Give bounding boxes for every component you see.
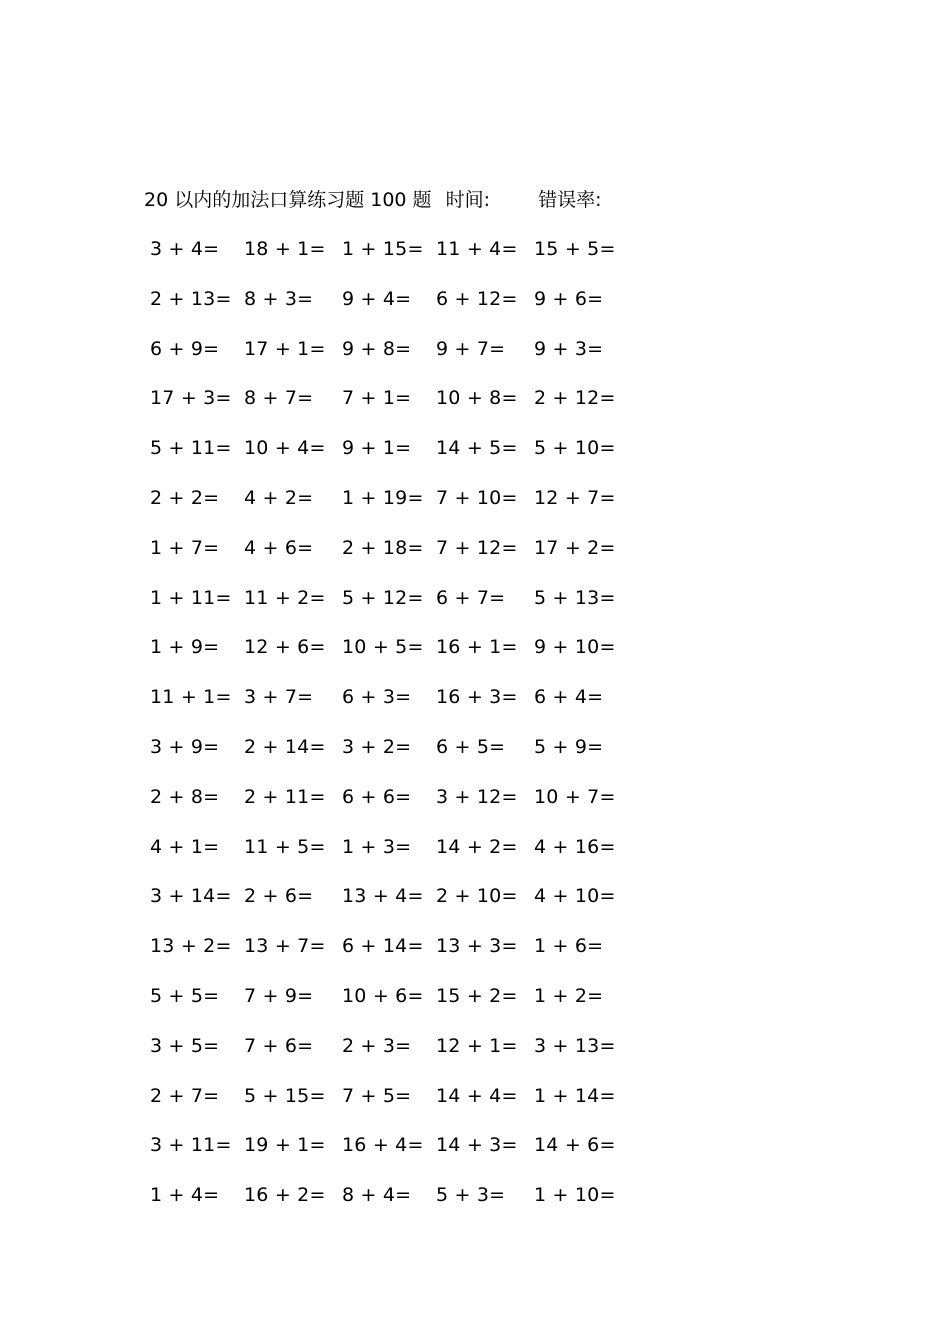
problem-row — [144, 980, 644, 1030]
problem-item: 1 + 15= — [342, 238, 424, 260]
problem-item: 6 + 7= — [436, 586, 506, 609]
problem-item: 1 + 11= — [150, 586, 232, 609]
problem-item: 16 + 4= — [342, 1134, 424, 1157]
problem-item: 3 + 13= — [534, 1034, 616, 1057]
problem-item: 8 + 4= — [342, 1184, 412, 1207]
problem-item: 2 + 14= — [244, 735, 326, 758]
problem-item: 1 + 4= — [150, 1184, 220, 1207]
problem-item: 6 + 5= — [436, 735, 506, 758]
problem-item: 7 + 1= — [342, 387, 412, 410]
problem-item: 1 + 6= — [534, 935, 604, 958]
problem-item: 6 + 4= — [534, 686, 604, 709]
problem-item: 3 + 12= — [436, 785, 518, 808]
problem-item: 14 + 5= — [436, 437, 518, 460]
problem-item: 14 + 4= — [436, 1084, 518, 1107]
problem-item: 4 + 2= — [244, 486, 314, 509]
problem-item: 15 + 5= — [534, 238, 616, 260]
problem-item: 14 + 6= — [534, 1134, 616, 1157]
problem-item: 15 + 2= — [436, 984, 518, 1007]
problem-item: 7 + 12= — [436, 536, 518, 559]
problem-item: 11 + 2= — [244, 586, 326, 609]
problem-item: 10 + 7= — [534, 785, 616, 808]
problem-item: 13 + 3= — [436, 935, 518, 958]
problem-item: 12 + 1= — [436, 1034, 518, 1057]
problem-item: 10 + 5= — [342, 636, 424, 659]
problem-row — [144, 582, 644, 632]
problem-item: 19 + 1= — [244, 1134, 326, 1157]
problem-item: 1 + 9= — [150, 636, 220, 659]
problem-item: 2 + 10= — [436, 885, 518, 908]
problem-row — [144, 681, 644, 731]
problem-item: 8 + 7= — [244, 387, 314, 410]
problem-item: 3 + 14= — [150, 885, 232, 908]
problem-item: 16 + 3= — [436, 686, 518, 709]
problem-item: 1 + 7= — [150, 536, 220, 559]
problem-item: 4 + 1= — [150, 835, 220, 858]
problem-item: 1 + 2= — [534, 984, 604, 1007]
problem-item: 3 + 5= — [150, 1034, 220, 1057]
problem-item: 3 + 7= — [244, 686, 314, 709]
problem-row — [144, 1179, 644, 1229]
problem-item: 17 + 2= — [534, 536, 616, 559]
problem-item: 6 + 9= — [150, 337, 220, 360]
problem-row — [144, 482, 644, 532]
problem-item: 4 + 10= — [534, 885, 616, 908]
worksheet-header — [144, 184, 601, 216]
problem-item: 11 + 1= — [150, 686, 232, 709]
problem-item: 5 + 5= — [150, 984, 220, 1007]
problem-item: 14 + 3= — [436, 1134, 518, 1157]
problem-item: 1 + 14= — [534, 1084, 616, 1107]
problem-item: 9 + 6= — [534, 287, 604, 310]
problem-item: 2 + 18= — [342, 536, 424, 559]
problem-item: 4 + 16= — [534, 835, 616, 858]
problem-row — [144, 382, 644, 432]
problem-item: 10 + 8= — [436, 387, 518, 410]
problem-item: 2 + 13= — [150, 287, 232, 310]
error-rate-label: 错误率: — [538, 189, 602, 211]
problem-item: 6 + 6= — [342, 785, 412, 808]
problem-item: 10 + 4= — [244, 437, 326, 460]
problem-item: 18 + 1= — [244, 238, 326, 260]
time-label: 时间: — [445, 189, 491, 211]
problem-row — [144, 432, 644, 482]
problem-item: 6 + 3= — [342, 686, 412, 709]
problem-item: 5 + 12= — [342, 586, 424, 609]
problem-item: 7 + 9= — [244, 984, 314, 1007]
problem-item: 5 + 11= — [150, 437, 232, 460]
problem-item: 12 + 6= — [244, 636, 326, 659]
problem-item: 16 + 2= — [244, 1184, 326, 1207]
problem-item: 2 + 12= — [534, 387, 616, 410]
problem-row — [144, 1030, 644, 1080]
problem-item: 9 + 10= — [534, 636, 616, 659]
problem-item: 9 + 1= — [342, 437, 412, 460]
problem-item: 8 + 3= — [244, 287, 314, 310]
problem-item: 2 + 8= — [150, 785, 220, 808]
problem-item: 14 + 2= — [436, 835, 518, 858]
problem-item: 3 + 2= — [342, 735, 412, 758]
problem-row — [144, 731, 644, 781]
problem-item: 7 + 6= — [244, 1034, 314, 1057]
problem-item: 5 + 15= — [244, 1084, 326, 1107]
problem-row — [144, 283, 644, 333]
problem-item: 1 + 10= — [534, 1184, 616, 1207]
problem-item: 9 + 7= — [436, 337, 506, 360]
problem-row — [144, 880, 644, 930]
problem-item: 2 + 3= — [342, 1034, 412, 1057]
problem-item: 11 + 4= — [436, 238, 518, 260]
problem-item: 4 + 6= — [244, 536, 314, 559]
problem-row — [144, 1080, 644, 1130]
problem-item: 13 + 7= — [244, 935, 326, 958]
problem-item: 3 + 4= — [150, 238, 220, 260]
problem-item: 13 + 2= — [150, 935, 232, 958]
problem-item: 13 + 4= — [342, 885, 424, 908]
problem-item: 9 + 3= — [534, 337, 604, 360]
problem-item: 2 + 11= — [244, 785, 326, 808]
problem-item: 7 + 10= — [436, 486, 518, 509]
problem-item: 7 + 5= — [342, 1084, 412, 1107]
worksheet-title: 20 以内的加法口算练习题 100 题 — [144, 189, 432, 211]
problem-item: 9 + 8= — [342, 337, 412, 360]
problem-row — [144, 781, 644, 831]
problem-item: 3 + 11= — [150, 1134, 232, 1157]
problem-row — [144, 532, 644, 582]
problem-row — [144, 333, 644, 383]
problem-item: 5 + 10= — [534, 437, 616, 460]
problem-row — [144, 1129, 644, 1179]
problem-item: 6 + 14= — [342, 935, 424, 958]
problem-item: 1 + 19= — [342, 486, 424, 509]
problem-item: 3 + 9= — [150, 735, 220, 758]
problem-item: 2 + 6= — [244, 885, 314, 908]
problem-item: 5 + 9= — [534, 735, 604, 758]
problem-item: 10 + 6= — [342, 984, 424, 1007]
problem-item: 2 + 2= — [150, 486, 220, 509]
problem-item: 5 + 3= — [436, 1184, 506, 1207]
problem-item: 2 + 7= — [150, 1084, 220, 1107]
problem-item: 5 + 13= — [534, 586, 616, 609]
problem-row — [144, 233, 644, 283]
problem-row — [144, 930, 644, 980]
problem-row — [144, 631, 644, 681]
problem-item: 9 + 4= — [342, 287, 412, 310]
problem-item: 16 + 1= — [436, 636, 518, 659]
problem-item: 12 + 7= — [534, 486, 616, 509]
problem-item: 17 + 3= — [150, 387, 232, 410]
problem-item: 11 + 5= — [244, 835, 326, 858]
problem-item: 6 + 12= — [436, 287, 518, 310]
problem-item: 17 + 1= — [244, 337, 326, 360]
problem-row — [144, 831, 644, 881]
problem-grid — [144, 233, 644, 1229]
problem-item: 1 + 3= — [342, 835, 412, 858]
